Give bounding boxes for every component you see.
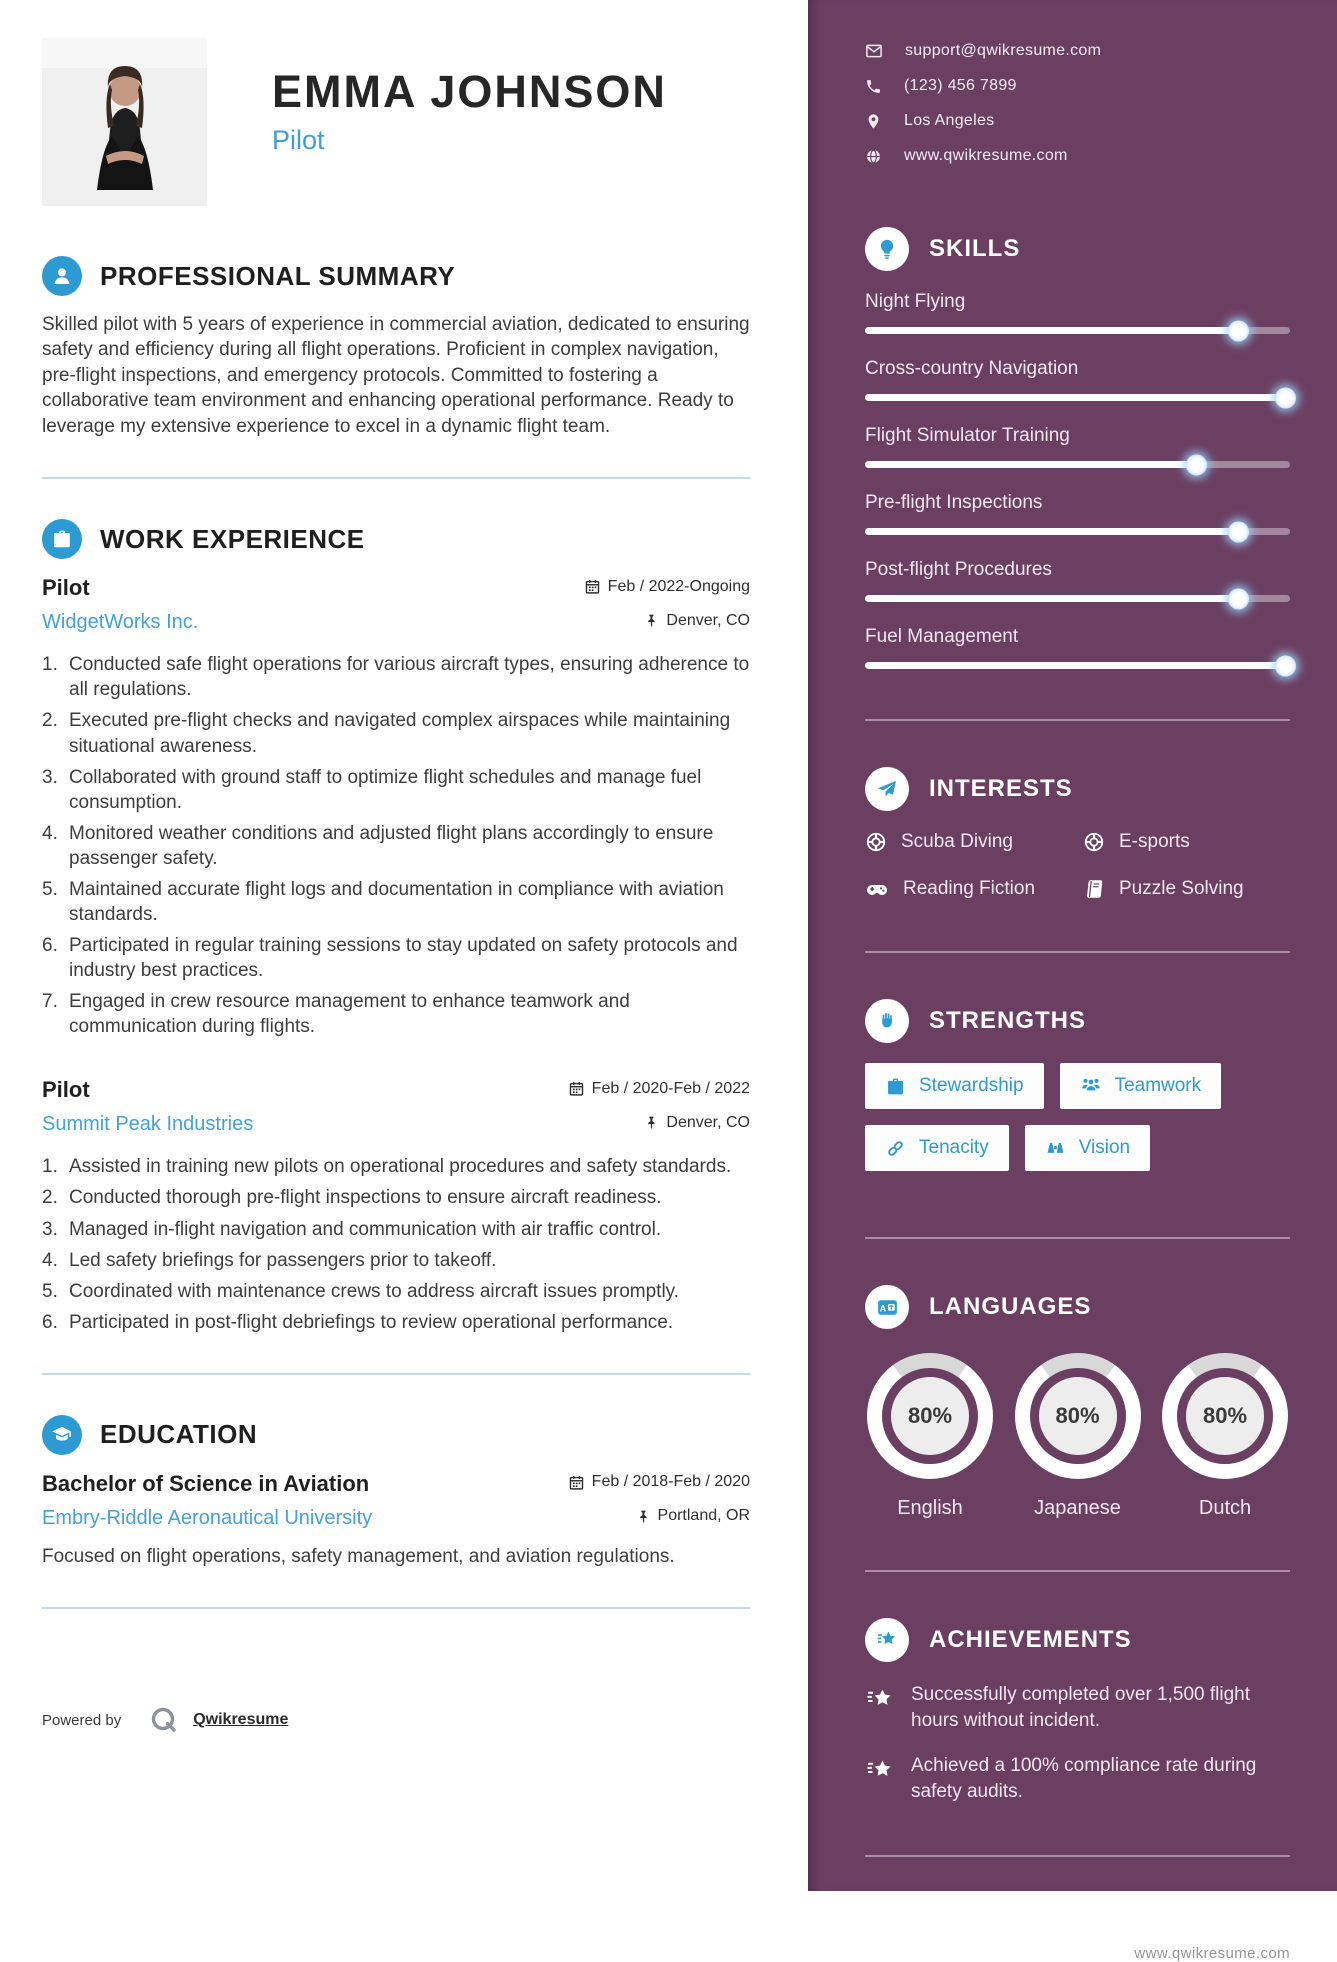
job-bullet: Conducted thorough pre-flight inspections to ensure aircraft readiness. <box>69 1187 662 1209</box>
language-label: Dutch <box>1198 1497 1252 1519</box>
briefcase-icon <box>42 519 82 559</box>
skill-item <box>865 492 1290 535</box>
svg-text:A: A <box>879 1302 886 1313</box>
language-ring <box>1162 1353 1288 1479</box>
interest-item <box>1083 831 1290 853</box>
skill-slider <box>865 394 1290 401</box>
language-label: English <box>897 1497 963 1519</box>
achievement-text: Achieved a 100% compliance rate during safety audits. <box>911 1755 1257 1802</box>
interests-section <box>865 767 1290 901</box>
job-entry <box>42 1077 750 1334</box>
skill-fill <box>865 461 1197 468</box>
graduation-cap-icon <box>42 1415 82 1455</box>
portrait-silhouette <box>42 38 207 206</box>
job-bullets <box>42 1154 750 1334</box>
skill-fill <box>865 528 1239 535</box>
watermark: www.qwikresume.com <box>1134 1944 1290 1962</box>
summary-section <box>42 256 750 439</box>
strength-badge <box>1060 1063 1222 1109</box>
language-item <box>1162 1353 1288 1520</box>
language-ring <box>1015 1353 1141 1479</box>
contact-website-text: www.qwikresume.com <box>904 147 1068 164</box>
language-ring-gap <box>1030 1368 1126 1464</box>
job-title: Pilot <box>42 1077 90 1103</box>
job-company: Summit Peak Industries <box>42 1113 254 1136</box>
slider-knob <box>1228 320 1249 341</box>
language-percent: 80% <box>1039 1377 1117 1455</box>
job-bullet: Monitored weather conditions and adjusted flight plans accordingly to ensure passenger safety. <box>69 822 714 869</box>
job-company: WidgetWorks Inc. <box>42 611 199 634</box>
language-item <box>867 1353 993 1520</box>
interest-item <box>865 877 1083 901</box>
education-degree: Bachelor of Science in Aviation <box>42 1470 370 1496</box>
skill-label: Night Flying <box>865 291 966 312</box>
profile-photo <box>42 38 207 206</box>
contact-location-text: Los Angeles <box>904 112 995 129</box>
education-location-text: Portland, OR <box>657 1507 750 1525</box>
gamepad-icon <box>865 877 889 901</box>
summary-heading-row <box>42 256 750 296</box>
job-bullet: Assisted in training new pilots on operational procedures and safety standards. <box>69 1156 732 1178</box>
languages-section <box>865 1285 1290 1520</box>
job-bullet: Participated in post-flight debriefings to review operational performance. <box>69 1311 674 1333</box>
skills-section <box>865 227 1290 669</box>
pushpin-icon <box>644 613 659 628</box>
education-description: Focused on flight operations, safety management, and aviation regulations. <box>42 1545 675 1567</box>
language-ring-gap <box>1177 1368 1273 1464</box>
job-bullet: Coordinated with maintenance crews to address aircraft issues promptly. <box>69 1280 680 1302</box>
education-school-row <box>42 1497 750 1530</box>
summary-text: Skilled pilot with 5 years of experience in commercial aviation, dedicated to ensuring safety and efficiency during all flight operations. Proficient in complex navigation, pre-flight inspections, and emergency protocols. Committed to fostering a collaborative team environment and enhancing operational performance. Ready to leverage my extensive experience to excel in a dynamic flight team. <box>42 314 750 437</box>
job-bullet: Executed pre-flight checks and navigated complex airspaces while maintaining situational awareness. <box>69 710 731 757</box>
chain-link-icon <box>885 1138 906 1159</box>
strengths-heading: STRENGTHS <box>929 1007 1087 1034</box>
skill-fill <box>865 662 1286 669</box>
strength-badge <box>865 1063 1044 1109</box>
job-company-row <box>42 601 750 634</box>
slider-knob <box>1186 454 1207 475</box>
contact-location <box>865 112 1290 130</box>
contact-email-text: support@qwikresume.com <box>905 42 1102 59</box>
section-divider <box>42 477 750 479</box>
job-title: Pilot <box>42 575 90 601</box>
work-section <box>42 519 750 1335</box>
summary-heading: PROFESSIONAL SUMMARY <box>100 260 456 291</box>
lightbulb-icon <box>865 227 909 271</box>
achievement-item <box>865 1753 1290 1804</box>
person-title: Pilot <box>272 125 325 156</box>
interest-label: Puzzle Solving <box>1119 878 1244 899</box>
skill-item <box>865 626 1290 669</box>
skill-slider <box>865 662 1290 669</box>
language-ring-gap <box>882 1368 978 1464</box>
slider-knob <box>1228 521 1249 542</box>
education-section <box>42 1415 750 1569</box>
skill-label: Cross-country Navigation <box>865 358 1079 379</box>
sidebar-divider <box>865 1855 1290 1857</box>
job-bullets <box>42 652 750 1039</box>
education-heading-row <box>42 1415 750 1455</box>
strength-badge <box>865 1125 1009 1171</box>
job-title-row <box>42 1077 750 1103</box>
skill-slider <box>865 327 1290 334</box>
fist-icon <box>865 999 909 1043</box>
skill-label: Pre-flight Inspections <box>865 492 1043 513</box>
achievements-section <box>865 1618 1290 1805</box>
skills-heading-row <box>865 227 1290 271</box>
qwikresume-logo <box>149 1705 179 1735</box>
slider-knob <box>1275 387 1296 408</box>
skill-slider <box>865 528 1290 535</box>
binoculars-icon <box>1045 1138 1066 1159</box>
languages-heading-row <box>865 1285 1290 1329</box>
job-bullet: Collaborated with ground staff to optimize flight schedules and manage fuel consumption. <box>69 766 702 813</box>
book-icon <box>1083 878 1105 900</box>
job-location-text: Denver, CO <box>666 1113 750 1131</box>
skill-fill <box>865 327 1239 334</box>
language-item <box>1015 1353 1141 1520</box>
calendar-icon <box>568 1080 585 1097</box>
sidebar-divider <box>865 951 1290 953</box>
skill-label: Fuel Management <box>865 626 1019 647</box>
interest-item <box>865 831 1083 853</box>
interest-label: Reading Fiction <box>903 878 1036 899</box>
skill-slider <box>865 595 1290 602</box>
map-pin-icon <box>865 113 882 130</box>
sidebar-divider <box>865 719 1290 721</box>
contact-website <box>865 147 1290 165</box>
sidebar-divider <box>865 1570 1290 1572</box>
job-dates-text: Feb / 2022-Ongoing <box>607 577 750 595</box>
strength-label: Vision <box>1078 1137 1131 1158</box>
interests-grid <box>865 831 1290 901</box>
pushpin-icon <box>636 1509 651 1524</box>
skill-label: Post-flight Procedures <box>865 559 1052 580</box>
education-title-row <box>42 1471 750 1497</box>
language-percent: 80% <box>891 1377 969 1455</box>
skills-heading: SKILLS <box>929 235 1021 262</box>
sidebar <box>808 0 1337 1962</box>
strengths-badges <box>865 1063 1290 1187</box>
interest-item <box>1083 877 1290 901</box>
work-heading: WORK EXPERIENCE <box>100 523 365 554</box>
user-icon <box>42 256 82 296</box>
achievement-text: Successfully completed over 1,500 flight hours without incident. <box>911 1684 1251 1731</box>
translate-icon <box>865 1285 909 1329</box>
slider-knob <box>1228 588 1249 609</box>
job-dates-text: Feb / 2020-Feb / 2022 <box>591 1079 750 1097</box>
job-location-text: Denver, CO <box>666 611 750 629</box>
job-title-row <box>42 575 750 601</box>
briefcase-icon <box>885 1076 906 1097</box>
languages-heading: LANGUAGES <box>929 1293 1092 1320</box>
job-location <box>644 1114 750 1132</box>
achievements-heading: ACHIEVEMENTS <box>929 1626 1132 1653</box>
job-bullet: Engaged in crew resource management to enhance teamwork and communication during flights. <box>69 991 630 1038</box>
strength-label: Tenacity <box>919 1137 989 1158</box>
education-heading: EDUCATION <box>100 1419 258 1450</box>
job-bullet: Maintained accurate flight logs and documentation in compliance with aviation standards. <box>69 878 724 925</box>
slider-knob <box>1275 655 1296 676</box>
job-company-row <box>42 1103 750 1136</box>
person-name: EMMA JOHNSON <box>272 66 667 117</box>
job-dates <box>568 1080 750 1098</box>
interest-label: Scuba Diving <box>901 831 1013 852</box>
job-location <box>644 612 750 630</box>
education-dates <box>568 1473 750 1491</box>
paper-plane-icon <box>865 767 909 811</box>
contact-email <box>865 42 1290 60</box>
strengths-section <box>865 999 1290 1187</box>
shooting-star-icon <box>865 1684 895 1714</box>
users-icon <box>1080 1075 1102 1097</box>
identity-text <box>272 38 667 156</box>
interest-label: E-sports <box>1119 831 1190 852</box>
job-dates <box>584 578 750 596</box>
language-ring <box>867 1353 993 1479</box>
job-bullet: Managed in-flight navigation and communication with air traffic control. <box>69 1218 662 1240</box>
strength-label: Stewardship <box>919 1075 1024 1096</box>
skill-item <box>865 559 1290 602</box>
education-dates-text: Feb / 2018-Feb / 2020 <box>591 1473 750 1491</box>
life-ring-icon <box>865 831 887 853</box>
envelope-icon <box>865 42 883 60</box>
strengths-heading-row <box>865 999 1290 1043</box>
shooting-star-icon <box>865 1755 895 1785</box>
interests-heading-row <box>865 767 1290 811</box>
contact-phone <box>865 77 1290 95</box>
contact-phone-text: (123) 456 7899 <box>904 77 1017 94</box>
strength-badge <box>1025 1125 1150 1171</box>
skill-label: Flight Simulator Training <box>865 425 1070 446</box>
section-divider <box>42 1607 750 1609</box>
skill-slider <box>865 461 1290 468</box>
achievement-item <box>865 1682 1290 1733</box>
skill-fill <box>865 394 1286 401</box>
calendar-icon <box>568 1474 585 1491</box>
identity-header <box>42 38 750 206</box>
calendar-icon <box>584 578 601 595</box>
language-percent: 80% <box>1186 1377 1264 1455</box>
work-heading-row <box>42 519 750 559</box>
strength-label: Teamwork <box>1114 1075 1202 1096</box>
section-divider <box>42 1373 750 1375</box>
education-entry <box>42 1471 750 1569</box>
skill-item <box>865 425 1290 468</box>
phone-icon <box>865 78 882 95</box>
job-bullet: Participated in regular training sessions to stay updated on safety protocols and industry best practices. <box>69 935 738 982</box>
pushpin-icon <box>644 1115 659 1130</box>
skill-item <box>865 291 1290 334</box>
interests-heading: INTERESTS <box>929 775 1073 802</box>
star-medal-icon <box>865 1618 909 1662</box>
language-label: Japanese <box>1034 1497 1121 1519</box>
education-school: Embry-Riddle Aeronautical University <box>42 1506 373 1529</box>
skill-item <box>865 358 1290 401</box>
powered-by-label: Powered by <box>42 1711 122 1729</box>
education-location <box>636 1507 750 1525</box>
achievements-heading-row <box>865 1618 1290 1662</box>
life-ring-icon <box>1083 831 1105 853</box>
job-entry <box>42 575 750 1039</box>
sidebar-divider <box>865 1237 1290 1239</box>
languages-row <box>865 1349 1290 1520</box>
skill-fill <box>865 595 1239 602</box>
job-bullet: Led safety briefings for passengers prior to takeoff. <box>69 1249 497 1271</box>
job-bullet: Conducted safe flight operations for various aircraft types, ensuring adherence to all regulations. <box>69 654 750 701</box>
contact-list <box>865 42 1290 165</box>
qwikresume-link[interactable]: Qwikresume <box>193 1711 289 1729</box>
globe-icon <box>865 148 882 165</box>
powered-by-footer <box>42 1705 750 1735</box>
